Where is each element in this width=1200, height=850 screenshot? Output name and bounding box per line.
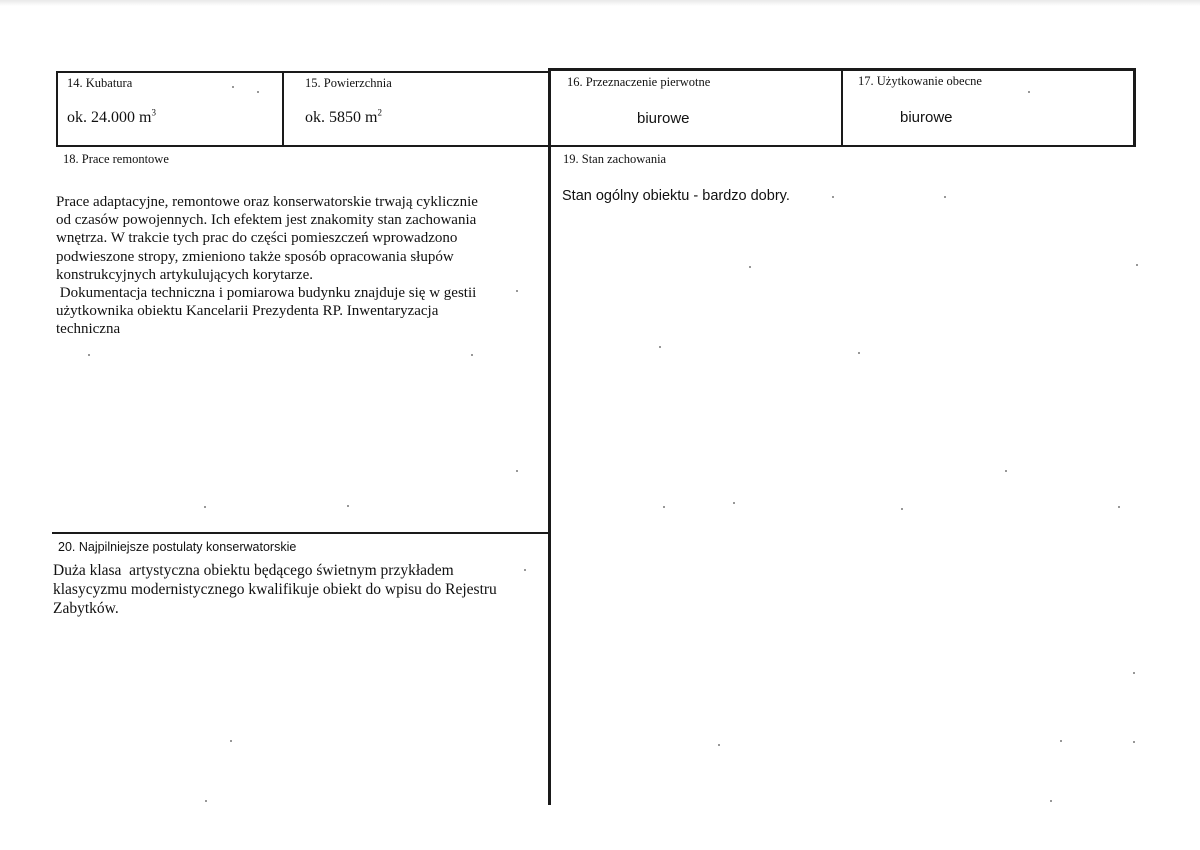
uzytkowanie-label: 17. Użytkowanie obecne bbox=[858, 74, 982, 88]
scan-speck bbox=[1133, 741, 1135, 743]
scan-speck bbox=[1136, 264, 1138, 266]
scan-speck bbox=[1133, 672, 1135, 674]
prace-line: Prace adaptacyjne, remontowe oraz konserwatorskie trwają cyklicznie bbox=[56, 194, 478, 210]
scan-speck bbox=[230, 740, 232, 742]
stan-zachowania-label: 19. Stan zachowania bbox=[563, 152, 667, 166]
scan-edge bbox=[0, 0, 1200, 6]
uzytkowanie-value: biurowe bbox=[900, 109, 953, 126]
scan-speck bbox=[524, 569, 526, 571]
divider-14-15 bbox=[282, 71, 284, 147]
kubatura-value bbox=[67, 109, 156, 127]
divider-18-20 bbox=[52, 532, 550, 534]
scan-speck bbox=[718, 744, 720, 746]
scan-speck bbox=[347, 505, 349, 507]
scan-speck bbox=[832, 196, 834, 198]
stan-zachowania-text: Stan ogólny obiektu - bardzo dobry. bbox=[562, 188, 790, 204]
kubatura-label: 14. Kubatura bbox=[67, 76, 133, 90]
przeznaczenie-label: 16. Przeznaczenie pierwotne bbox=[567, 75, 711, 89]
scan-speck bbox=[663, 506, 665, 508]
postulaty-label: 20. Najpilniejsze postulaty konserwatorskie bbox=[58, 540, 297, 554]
prace-line: konstrukcyjnych artykulujących korytarze. bbox=[56, 266, 313, 283]
scan-speck bbox=[88, 354, 90, 356]
powierzchnia-unit-exponent: 2 bbox=[377, 107, 382, 118]
postulaty-line: Zabytków. bbox=[53, 600, 119, 617]
table-border-left bbox=[56, 71, 58, 147]
scan-speck bbox=[471, 354, 473, 356]
scan-speck bbox=[204, 506, 206, 508]
scan-speck bbox=[749, 266, 751, 268]
divider-main-vertical bbox=[548, 68, 551, 805]
postulaty-line: Duża klasa artystyczna obiektu będącego świetnym przykładem bbox=[53, 562, 454, 579]
prace-line: podwieszone stropy, zmieniono także sposób opracowania słupów bbox=[56, 248, 454, 265]
powierzchnia-value-text: ok. 5850 m bbox=[305, 109, 378, 126]
prace-line: wnętrza. W trakcie tych prac do części pomieszczeń wprowadzono bbox=[56, 230, 458, 247]
divider-16-17 bbox=[841, 70, 843, 146]
table-border-top-left bbox=[56, 71, 550, 73]
table-border-top-right bbox=[550, 68, 1136, 71]
scan-speck bbox=[232, 86, 234, 88]
scan-speck bbox=[1060, 740, 1062, 742]
postulaty-text bbox=[53, 561, 543, 618]
kubatura-value-text: ok. 24.000 m bbox=[67, 109, 152, 126]
scan-speck bbox=[1028, 91, 1030, 93]
scan-speck bbox=[205, 800, 207, 802]
scan-speck bbox=[257, 91, 259, 93]
prace-line: od czasów powojennych. Ich efektem jest znakomity stan zachowania bbox=[56, 212, 477, 229]
scan-speck bbox=[516, 290, 518, 292]
powierzchnia-value bbox=[305, 109, 382, 127]
scan-speck bbox=[944, 196, 946, 198]
scan-speck bbox=[858, 352, 860, 354]
table-border-right bbox=[1133, 68, 1136, 147]
scan-speck bbox=[1050, 800, 1052, 802]
scan-speck bbox=[516, 470, 518, 472]
row1-bottom-right bbox=[550, 145, 1136, 147]
powierzchnia-label: 15. Powierzchnia bbox=[305, 76, 392, 90]
kubatura-unit-exponent: 3 bbox=[151, 107, 156, 118]
scan-speck bbox=[659, 346, 661, 348]
prace-line: użytkownika obiektu Kancelarii Prezydenta RP. Inwentaryzacja bbox=[56, 303, 439, 320]
prace-remontowe-text bbox=[56, 193, 536, 339]
scan-speck bbox=[1005, 470, 1007, 472]
row1-bottom-left bbox=[56, 145, 550, 147]
scan-speck bbox=[901, 508, 903, 510]
prace-line: Dokumentacja techniczna i pomiarowa budynku znajduje się w gestii bbox=[56, 285, 477, 302]
scan-speck bbox=[733, 502, 735, 504]
postulaty-line: klasycyzmu modernistycznego kwalifikuje obiekt do wpisu do Rejestru bbox=[53, 581, 497, 598]
przeznaczenie-value: biurowe bbox=[637, 110, 690, 127]
scan-speck bbox=[1118, 506, 1120, 508]
prace-remontowe-label: 18. Prace remontowe bbox=[63, 152, 169, 166]
prace-line: techniczna bbox=[56, 321, 121, 338]
